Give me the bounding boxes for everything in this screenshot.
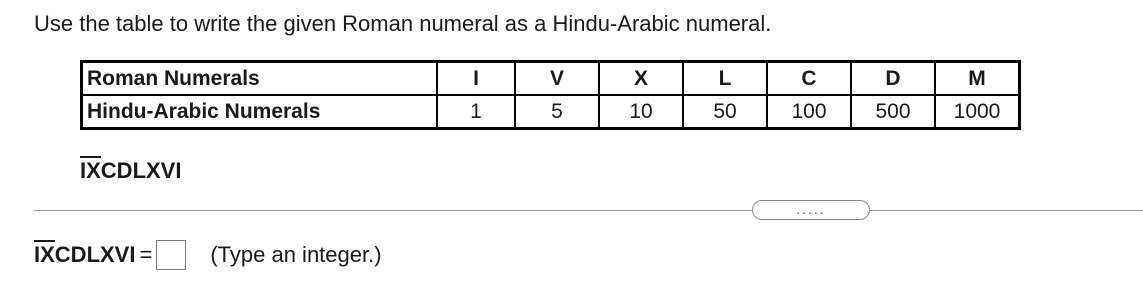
overlined-numeral-part: IX bbox=[34, 242, 55, 267]
section-divider bbox=[34, 210, 1143, 211]
table-row-roman bbox=[82, 62, 1020, 96]
numeral-part: CDLXVI bbox=[100, 158, 182, 183]
overlined-numeral-part: IX bbox=[80, 158, 101, 183]
answer-label bbox=[34, 242, 135, 268]
given-roman-numeral bbox=[80, 158, 181, 184]
table-cell: 10 bbox=[599, 95, 683, 129]
equals-sign: = bbox=[139, 242, 153, 267]
row-header-roman: Roman Numerals bbox=[82, 62, 438, 96]
table-cell: 50 bbox=[683, 95, 767, 129]
table-cell: X bbox=[599, 62, 683, 96]
table-cell: 500 bbox=[851, 95, 935, 129]
table-row-arabic bbox=[82, 95, 1020, 129]
table-cell: 100 bbox=[767, 95, 851, 129]
roman-numeral-table bbox=[80, 60, 1021, 130]
answer-input[interactable] bbox=[156, 240, 186, 270]
table-cell: M bbox=[935, 62, 1020, 96]
table-cell: L bbox=[683, 62, 767, 96]
table-cell: I bbox=[437, 62, 515, 96]
numeral-part: CDLXVI bbox=[54, 242, 136, 267]
answer-hint: (Type an integer.) bbox=[210, 242, 382, 267]
answer-row bbox=[34, 238, 382, 272]
row-header-arabic: Hindu-Arabic Numerals bbox=[82, 95, 438, 129]
table-cell: 1 bbox=[437, 95, 515, 129]
expand-more-button[interactable]: ..... bbox=[752, 200, 870, 220]
table-cell: C bbox=[767, 62, 851, 96]
instruction-text: Use the table to write the given Roman numeral as a Hindu-Arabic numeral. bbox=[34, 11, 772, 36]
table-cell: V bbox=[515, 62, 599, 96]
table-cell: 1000 bbox=[935, 95, 1020, 129]
table-cell: 5 bbox=[515, 95, 599, 129]
table-cell: D bbox=[851, 62, 935, 96]
